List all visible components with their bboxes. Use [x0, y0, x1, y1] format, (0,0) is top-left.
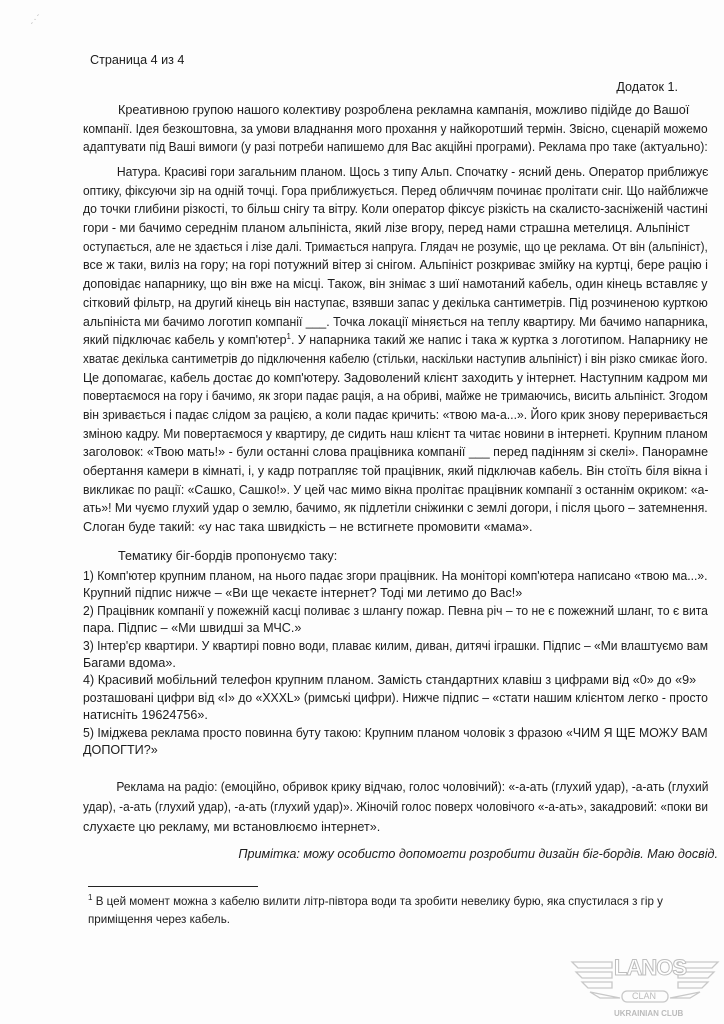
text-line: Слоган буде такий: «у нас така швидкість – не встигнете промовити «мама».: [83, 520, 533, 535]
text-line: Реклама на радіо: (емоційно, обривок крику відчаю, голос чоловічий): «-а-ать (глухий удар), -а-ать (глухий: [116, 780, 709, 794]
footnote-ref: 1: [286, 332, 291, 341]
text-line: компанії. Ідея безкоштовна, за умови владнання мого прохання у найкоротший термін. Звісно, сценарій можемо: [83, 121, 708, 136]
text-line: удар), -а-ать (глухий удар), -а-ать (глухий удар)». Жіночій голос поверх чоловічого «-а-ать», закадровий: «поки ви: [83, 800, 708, 814]
text-line: оступається, але не здається і лізе далі. Тримається напруга. Глядач не розуміє, що це реклама. От він (альпініст),: [83, 239, 708, 254]
text-line: заголовок: «Твою мать!» - були останні слова працівника компанії ___ перед падінням зі скелі». Панорамне: [83, 445, 709, 460]
text-line: викликає по рації: «Сашко, Сашко!». У цей час мимо вікна пролітає працівник компанії з останнім окриком: «а-: [83, 482, 709, 497]
footnote: [88, 893, 713, 929]
appendix-label: Додаток 1.: [616, 80, 678, 94]
text-line: ать»! Ми чуємо глухий удар о землю, бачимо, як підлетіли сніжинки с землі догори, і після цього – затемнення.: [83, 501, 708, 516]
billboard-line: розташовані цифри від «I» до «XXXL» (римські цифри). Нижче підпис – «стати нашим клієнтом легко - просто: [83, 690, 708, 705]
billboard-line: Крупний підпис нижче – «Ви ще чекаєте інтернет? Тоді ми летимо до Вас!»: [83, 586, 523, 601]
billboards-heading: Тематику біг-бордів пропонуємо таку:: [118, 549, 338, 563]
text-line: хватає декілька сантиметрів до підключення кабелю (стільки, наскільки наступив альпініст) і він різко смикає його.: [83, 351, 708, 366]
text-line: все ж таки, виліз на гору; на горі потужний вітер зі снігом. Альпініст розкриває змійку на куртці, бере рацію і: [83, 258, 708, 273]
billboard-line: Багами вдома».: [83, 655, 176, 670]
logo-sub: CLAN: [632, 991, 657, 1001]
page-number: Страница 4 из 4: [90, 53, 185, 67]
footnote-text: приміщення через кабель.: [88, 913, 230, 926]
billboard-line: натисніть 19624756».: [83, 708, 208, 723]
text-line: гори - ми бачимо середнім планом альпініста, який лізе вгору, перед нами страшна метелиця. Альпініст: [83, 221, 690, 236]
text-line: альпініста ми бачимо логотип компанії ___. Точка локації міняється на теплу квартиру. Ми бачимо напарника,: [83, 314, 709, 329]
text-line: оптику, фіксуючи зір на одній точці. Гора приближується. Перед обличчям починає пролітати сніг. Що найближче: [83, 183, 709, 198]
footnote-text: В цей момент можна з кабелю вилити літр-півтора води та зробити невелику бурю, яка спустилася з гір у: [95, 895, 663, 908]
billboard-line: 3) Інтер'єр квартири. У квартирі повно води, плаває килим, диван, дитячі іграшки. Підпис – «Ми влаштуємо вам: [83, 638, 709, 653]
text-line: сітковий фільтр, на другий кінець він наступає, взявши запас у декілька сантиметрів. Під розчиненою курткою: [83, 295, 708, 310]
footnote-divider: [88, 886, 258, 887]
radio-paragraph: [83, 777, 708, 837]
text-line: слухаєте цю рекламу, ми встановлюємо інтернет».: [83, 820, 381, 834]
billboard-line: пара. Підпис – «Ми швидші за МЧС.»: [83, 621, 302, 636]
billboard-line: 4) Красивий мобільний телефон крупним планом. Замість стандартних клавіш з цифрами від «0» до «9»: [83, 673, 697, 688]
billboard-line: 1) Комп'ютер крупним планом, на нього падає згори працівник. На моніторі комп'ютера написано «твою ма...».: [83, 569, 708, 583]
text-line: до точки глибини різкості, то більш снігу та вітру. Коли оператор фіксує різкість на скалисто-засніженій частині: [83, 202, 708, 217]
text-segment: який підключає кабель у комп'ютер: [83, 333, 287, 348]
note: Примітка: можу особисто допомогти розробити дизайн біг-бордів. Маю досвід.: [238, 847, 718, 861]
footnote-marker: 1: [88, 893, 93, 903]
text-line: обертання камери в кімнаті, і, у кадр потрапляє той працівник, який підключав кабель. Він стоїть біля вікна і: [83, 464, 708, 478]
logo-tagline: UKRAINIAN CLUB: [614, 1009, 684, 1018]
intro-paragraph: [83, 101, 708, 157]
text-line: [83, 331, 708, 350]
text-line: доповідає напарнику, що він вже на місці. Також, він знімає з шиї намотаний кабель, один кінець вставляє у: [83, 277, 708, 292]
scan-mark: ˏ·´: [30, 14, 40, 25]
text-line: Це допомагає, кабель достає до комп'ютеру. Задоволений клієнт заходить у інтернет. Наступним кадром ми: [83, 370, 708, 385]
text-line: адаптувати під Ваші вимоги (у разі потреби напишемо для Вас акційні програми). Реклама про таке (актуально):: [83, 140, 708, 155]
scenario-paragraph: [83, 163, 708, 537]
text-line: зміною кадру. Ми повертаємося у квартиру, де сидить наш клієнт та читає новини в інтернеті. Крупним планом: [83, 426, 708, 441]
billboards-section: [83, 545, 708, 759]
billboard-line: ДОПОГТИ?»: [83, 742, 158, 757]
billboard-line: 2) Працівник компанії у пожежній касці поливає з шлангу пожар. Певна річ – то не є пожежний шланг, то є вита: [83, 603, 708, 618]
lanos-clan-watermark-logo: [570, 954, 720, 1024]
billboard-line: 5) Іміджева реклама просто повинна буту такою: Крупним планом чоловік з фразою «ЧИМ Я ЩЕ МОЖУ ВАМ: [83, 725, 708, 740]
text-line: він зривається і падає слідом за рацією, а коли падає кричить: «твою ма-а...». Його крик знову переривається: [83, 407, 708, 422]
text-line: Креативною групою нашого колективу розроблена рекламна кампанія, можливо підійде до Вашої: [118, 103, 690, 117]
logo-title: LANOS: [614, 955, 686, 980]
text-line: повертаємося на гору і бачимо, як згори падає рація, а на обриві, майже не тримаючись, висить альпініст. Згодом: [83, 389, 708, 404]
text-segment: . У напарника такий же напис і така ж куртка з логотипом. Напарнику не: [290, 333, 708, 348]
text-line: Натура. Красиві гори загальним планом. Щось з типу Альп. Спочатку - ясний день. Оператор приближує: [116, 165, 709, 179]
